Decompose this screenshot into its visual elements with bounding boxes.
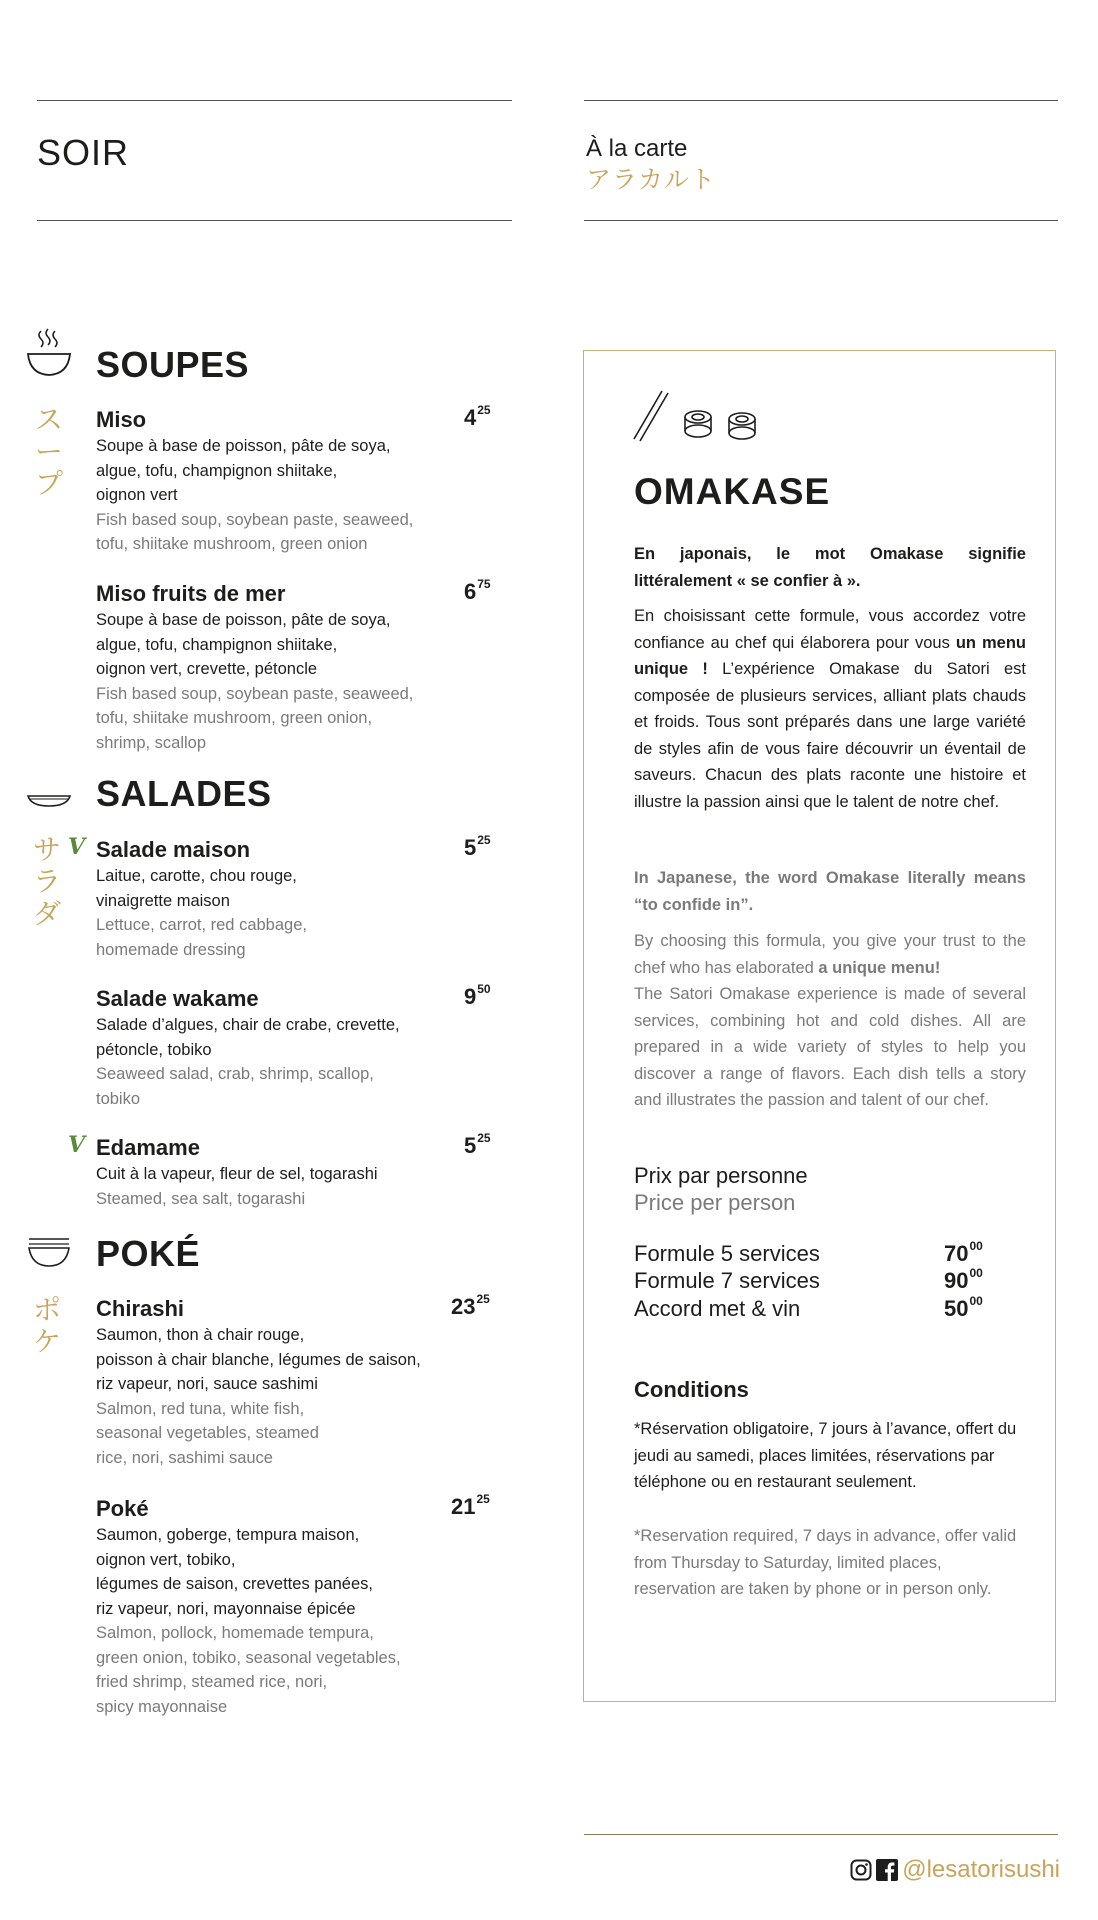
salades-japanese: サ ラ ダ	[32, 834, 61, 929]
omakase-lead-fr: En japonais, le mot Omakase signifie littéralement « se confier à ».	[634, 545, 1026, 590]
menu-item-chirashi	[96, 1292, 496, 1470]
poke-japanese: ポ ケ	[32, 1294, 61, 1357]
menu-item-miso-fruits-de-mer	[96, 577, 496, 755]
price-edamame: $5^{25}$	[464, 1131, 491, 1158]
formula-7-services-label: Formule 7 services	[634, 1268, 820, 1293]
header-bottom-rule-left	[37, 220, 512, 221]
item-description-fr: Laitue, carotte, chou rouge, vinaigrette maison	[96, 867, 297, 910]
menu-item-salade-wakame	[96, 982, 496, 1111]
item-description-fr: Saumon, thon à chair rouge, poisson à chair blanche, légumes de saison, riz vapeur, nori, sauce sashimi	[96, 1326, 421, 1393]
formula-7-services-price: $90^{00}$	[944, 1266, 983, 1293]
item-description-en: Fish based soup, soybean paste, seaweed, tofu, shiitake mushroom, green onion	[96, 510, 414, 553]
item-description-en: Fish based soup, soybean paste, seaweed, tofu, shiitake mushroom, green onion, shrimp, scallop	[96, 684, 414, 752]
omakase-title: OMAKASE	[634, 471, 831, 512]
price-chirashi: $23^{25}$	[451, 1292, 490, 1319]
social-handle[interactable]: @lesatorisushi	[902, 1856, 1060, 1883]
item-description-fr: Saumon, goberge, tempura maison, oignon vert, tobiko, légumes de saison, crevettes panées, riz vapeur, nori, mayonnaise épicée	[96, 1526, 373, 1618]
price-per-person-en: Price per person	[634, 1190, 796, 1215]
item-description-fr: Cuit à la vapeur, fleur de sel, togarashi	[96, 1165, 378, 1183]
item-description-en: Salmon, pollock, homemade tempura, green onion, tobiko, seasonal vegetables, fried shrimp, steamed rice, nori, spicy mayonnaise	[96, 1624, 401, 1716]
formula-5-services-label: Formule 5 services	[634, 1241, 820, 1266]
price-salade-wakame: $9^{50}$	[464, 982, 491, 1009]
a-la-carte-japanese: アラカルト	[586, 166, 717, 194]
menu-item-salade-maison	[96, 833, 496, 962]
header-top-rule-right	[584, 100, 1058, 101]
price-salade-maison: $5^{25}$	[464, 833, 491, 860]
price-miso-fruits-de-mer: $6^{75}$	[464, 577, 491, 604]
soupes-title: SOUPES	[96, 344, 250, 385]
chopsticks-sushi-icon	[632, 389, 772, 450]
item-description-en: Steamed, sea salt, togarashi	[96, 1189, 306, 1208]
conditions-fr: *Réservation obligatoire, 7 jours à l’avance, offert du jeudi au samedi, places limitées, réservations par téléphone ou en restaurant seulement.	[634, 1420, 1017, 1491]
omakase-body-en: By choosing this formula, you give your trust to the chef who has elaborated a unique menu! The Satori Omakase experience is made of several services, combining hot and cold dishes. All are prepared in a wide variety of styles to help you discover a range of flavors. Each dish tells a story and illustrates the passion and talent of our chef.	[634, 932, 1026, 1109]
formula-5-services-price: $70^{00}$	[944, 1239, 983, 1266]
item-description-en: Seaweed salad, crab, shrimp, scallop, tobiko	[96, 1065, 374, 1108]
menu-item-edamame	[96, 1131, 496, 1211]
header-top-rule-left	[37, 100, 512, 101]
item-name: Salade wakame	[96, 986, 259, 1011]
facebook-icon[interactable]	[876, 1859, 898, 1881]
vegetarian-icon: V	[68, 834, 86, 860]
item-description-en: Lettuce, carrot, red cabbage, homemade dressing	[96, 916, 307, 959]
instagram-icon[interactable]	[850, 1859, 872, 1881]
omakase-lead-en: In Japanese, the word Omakase literally means “to confide in”.	[634, 869, 1026, 914]
item-name: Poké	[96, 1496, 149, 1521]
item-description-fr: Salade d’algues, chair de crabe, crevette, pétoncle, tobiko	[96, 1016, 400, 1059]
salades-title: SALADES	[96, 773, 272, 814]
price-poke: $21^{25}$	[451, 1492, 490, 1519]
item-name: Chirashi	[96, 1296, 185, 1321]
omakase-panel	[583, 350, 1056, 1702]
plate-icon	[26, 788, 72, 817]
social-links	[850, 1856, 1060, 1884]
conditions-en: *Reservation required, 7 days in advance, offer valid from Thursday to Saturday, limited places, reservation are taken by phone or in person only.	[634, 1527, 1017, 1598]
item-name: Miso fruits de mer	[96, 581, 286, 606]
wine-pairing-label: Accord met & vin	[634, 1296, 801, 1321]
header-bottom-rule-right	[584, 220, 1058, 221]
item-description-fr: Soupe à base de poisson, pâte de soya, algue, tofu, champignon shiitake, oignon vert	[96, 437, 391, 504]
vegetarian-icon: V	[68, 1132, 86, 1158]
price-per-person-fr: Prix par personne	[634, 1163, 808, 1188]
item-name: Edamame	[96, 1135, 200, 1160]
menu-item-poke	[96, 1492, 496, 1719]
a-la-carte-title: À la carte	[586, 135, 688, 162]
item-description-fr: Soupe à base de poisson, pâte de soya, algue, tofu, champignon shiitake, oignon vert, crevette, pétoncle	[96, 611, 391, 678]
steaming-bowl-icon	[26, 328, 72, 385]
soupes-japanese: ス ー プ	[34, 404, 63, 499]
page-title: SOIR	[37, 132, 130, 173]
wine-pairing-price: $50^{00}$	[944, 1294, 983, 1321]
item-name: Salade maison	[96, 837, 251, 862]
item-name: Miso	[96, 407, 147, 432]
omakase-body-fr: En choisissant cette formule, vous accordez votre confiance au chef qui élaborera pour vous un menu unique ! L’expérience Omakase du Satori est composée de plusieurs services, alliant plats chauds et froids. Tous sont préparés dans une large variété de styles afin de vous faire découvrir un éventail de saveurs. Chacun des plats raconte une histoire et illustre la passion ainsi que le talent de notre chef.	[634, 607, 1026, 811]
conditions-title: Conditions	[634, 1377, 749, 1402]
menu-item-miso	[96, 403, 496, 557]
item-description-en: Salmon, red tuna, white fish, seasonal vegetables, steamed rice, nori, sashimi sauce	[96, 1399, 319, 1467]
bowl-icon	[26, 1236, 72, 1275]
footer-rule	[584, 1834, 1058, 1835]
poke-title: POKÉ	[96, 1233, 201, 1274]
price-miso: $4^{25}$	[464, 403, 491, 430]
